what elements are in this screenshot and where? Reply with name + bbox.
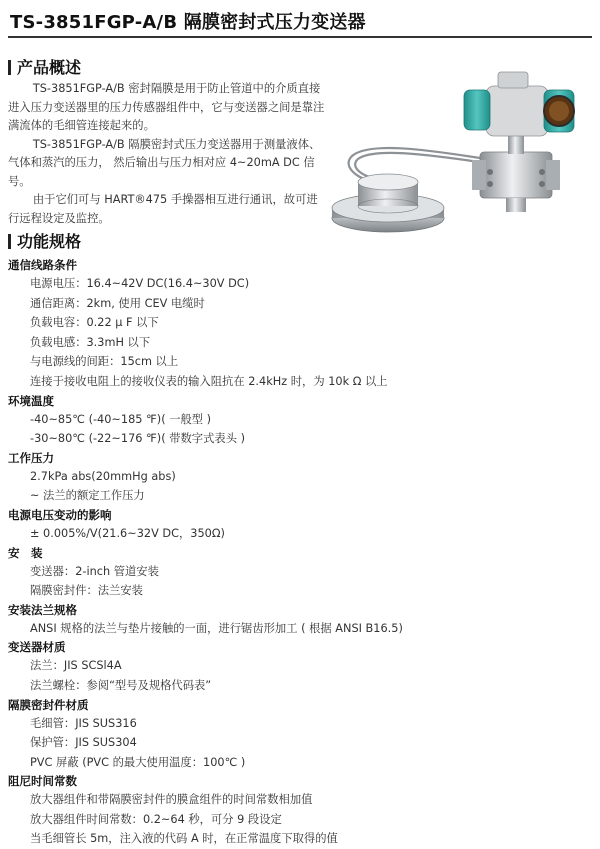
spec-group-working-pressure: [8, 449, 593, 506]
spec-item: 当毛细管长 5m，注入液的代码 A 时，在正常温度下取得的值: [30, 832, 338, 846]
spec-group-seal-material: [8, 696, 593, 773]
spec-item: 保护管：JIS SUS304: [30, 736, 137, 750]
spec-item: -40~85℃ (-40~185 ℉)( 一般型 ): [30, 412, 212, 426]
overview-text: [8, 80, 326, 228]
spec-group-installation: [8, 544, 593, 601]
spec-item: 法兰：JIS SCSl4A: [30, 659, 122, 673]
spec-group-supply-voltage-effect: [8, 506, 593, 544]
spec-group-flange-spec: [8, 601, 593, 639]
spec-group-title: 安 装: [8, 545, 43, 560]
spec-group-damping-time-constant: [8, 772, 593, 849]
spec-item: 通信距离：2km, 使用 CEV 电缆时: [30, 296, 205, 310]
spec-group-title: 隔膜密封件材质: [8, 697, 89, 712]
spec-item: 负载电感：3.3mH 以下: [30, 335, 151, 349]
spec-item: 与电源线的间距：15cm 以上: [30, 355, 179, 369]
page-title: TS-3851FGP-A/B 隔膜密封式压力变送器: [10, 12, 366, 33]
spec-group-title: 安装法兰规格: [8, 602, 77, 617]
overview-paragraph-3: 由于它们可与 HART®475 手操器相互进行通讯，故可进行远程设定及监控。: [8, 193, 318, 225]
spec-item: ANSI 规格的法兰与垫片接触的一面，进行锯齿形加工 ( 根据 ANSI B16.5): [30, 621, 403, 635]
specs-heading: [8, 229, 81, 252]
spec-item: PVC 屏蔽 (PVC 的最大使用温度：100℃ ): [30, 755, 246, 769]
spec-group-title: 阻尼时间常数: [8, 774, 77, 789]
heading-bar: [8, 234, 11, 249]
overview-paragraph-2: TS-3851FGP-A/B 隔膜密封式压力变送器用于测量液体、气体和蒸汽的压力， 然后输出与压力相对应 4~20mA DC 信号。: [8, 137, 321, 188]
spec-group-transmitter-material: [8, 638, 593, 695]
title-divider: [8, 36, 592, 38]
overview-heading-text: 产品概述: [17, 58, 82, 77]
spec-group-title: 通信线路条件: [8, 258, 77, 272]
transmitter-body: [464, 72, 574, 212]
spec-group-communication: [8, 256, 593, 392]
diaphragm-seal-flange: [332, 174, 444, 232]
spec-item: 法兰螺栓：参阅“型号及规格代码表”: [30, 678, 212, 692]
spec-group-ambient-temperature: [8, 392, 593, 449]
spec-item: 隔膜密封件：法兰安装: [30, 584, 143, 598]
overview-heading: [8, 55, 81, 78]
spec-group-title: 环境温度: [8, 393, 54, 408]
specs-heading-text: 功能规格: [17, 232, 82, 251]
spec-item: 负载电容：0.22 μ F 以下: [30, 316, 159, 330]
spec-group-title: 工作压力: [8, 450, 54, 465]
spec-item: 放大器组件时间常数：0.2~64 秒，可分 9 段设定: [30, 812, 282, 826]
spec-list: [8, 256, 593, 849]
heading-bar: [8, 60, 11, 75]
spec-item: -30~80℃ (-22~176 ℉)( 带数字式表头 ): [30, 432, 245, 446]
spec-item: 毛细管：JIS SUS316: [30, 716, 137, 730]
spec-group-title: 变送器材质: [8, 640, 66, 655]
spec-group-title: 电源电压变动的影响: [8, 507, 112, 522]
spec-item: ~ 法兰的额定工作压力: [30, 489, 145, 503]
transmitter-product-image: [330, 60, 595, 250]
overview-paragraph-1: TS-3851FGP-A/B 密封隔膜是用于防止管道中的介质直接进入压力变送器里的压力传感器组件中，它与变送器之间是靠注满流体的毛细管连接起来的。: [8, 82, 325, 132]
spec-item: 放大器组件和带隔膜密封件的膜盒组件的时间常数相加值: [30, 793, 313, 807]
spec-item: 连接于接收电阻上的接收仪表的输入阻抗在 2.4kHz 时，为 10k Ω 以上: [30, 374, 388, 388]
spec-item: 变送器：2-inch 管道安装: [30, 564, 159, 578]
spec-item: 2.7kPa abs(20mmHg abs): [30, 469, 176, 483]
spec-item: ± 0.005%/V(21.6~32V DC，350Ω): [30, 526, 225, 540]
spec-item: 电源电压：16.4~42V DC(16.4~30V DC): [30, 277, 250, 290]
